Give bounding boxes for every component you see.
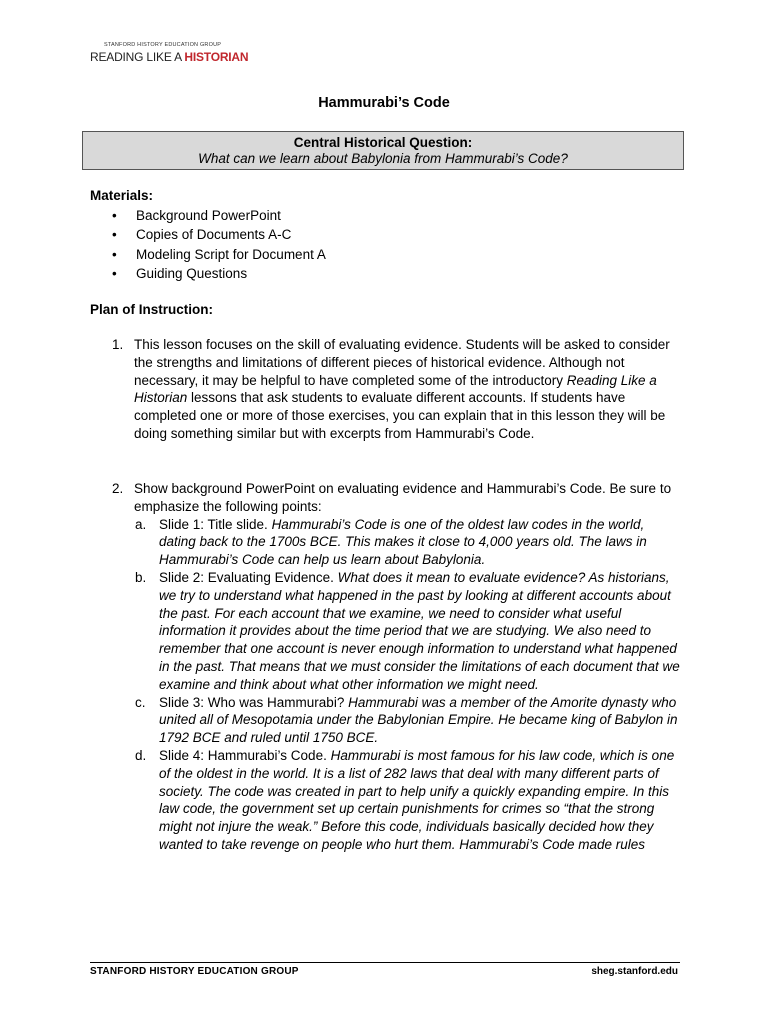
materials-item: • Background PowerPoint	[112, 206, 326, 225]
sub-item-letter: d.	[135, 747, 147, 763]
sub-item	[135, 694, 682, 747]
step-text-part: This lesson focuses on the skill of evaluating evidence. Students will be asked to consider the strengths and limitations of different pieces of historical evidence. Although not necessary, it may be helpful to have completed some of the introductory	[134, 337, 670, 388]
step-text: Show background PowerPoint on evaluating evidence and Hammurabi’s Code. Be sure to emphasize the following points:	[134, 481, 672, 514]
step-number: 2.	[112, 481, 124, 496]
materials-item: • Copies of Documents A-C	[112, 225, 326, 244]
central-question-label: Central Historical Question:	[293, 135, 473, 150]
sub-item-lead: Slide 2: Evaluating Evidence.	[159, 569, 338, 585]
step-number: 1.	[112, 337, 124, 352]
sub-item-italic: Hammurabi’s Code is one of the oldest law codes in the world, dating back to the 1700s BCE. This makes it close to 4,000 years old. The laws in Hammurabi’s Code can help us learn about Babylonia.	[159, 516, 647, 568]
plan-step-1	[112, 336, 682, 443]
sub-item-lead: Slide 1: Title slide.	[159, 516, 272, 532]
step-text	[134, 336, 682, 443]
materials-list	[112, 206, 326, 283]
materials-item: • Modeling Script for Document A	[112, 245, 326, 264]
plan-step-2	[112, 480, 682, 854]
central-question-text: What can we learn about Babylonia from Hammurabi’s Code?	[198, 151, 568, 166]
logo-wordmark-dark: READING LIKE A	[90, 50, 185, 64]
materials-heading: Materials:	[90, 188, 154, 203]
plan-heading: Plan of Instruction:	[90, 302, 213, 317]
sheg-logo	[90, 42, 249, 64]
central-question-box	[82, 131, 684, 170]
footer-url[interactable]: sheg.stanford.edu	[591, 966, 678, 977]
logo-wordmark-red: HISTORIAN	[184, 50, 249, 64]
sub-item	[135, 569, 682, 694]
sub-item-lead: Slide 3: Who was Hammurabi?	[159, 694, 349, 710]
logo-wordmark	[90, 50, 249, 64]
sub-item-letter: c.	[135, 694, 146, 710]
page-title: Hammurabi’s Code	[318, 95, 450, 111]
sub-item-italic: Hammurabi was a member of the Amorite dynasty who united all of Mesopotamia under the Babylonian Empire. He became king of Babylon in 1792 BCE and ruled until 1750 BCE.	[159, 694, 678, 746]
sub-item-italic: What does it mean to evaluate evidence? As historians, we try to understand what happened in the past by looking at different accounts about the past. For each account that we examine, we need to consider what useful information it provides about the time period that we are studying. We also need to remember that one account is never enough information to understand what happened in the past. That means that we must consider the limitations of each document that we examine and think about what other information we might need.	[159, 569, 680, 692]
sub-item-lead: Slide 4: Hammurabi’s Code.	[159, 747, 331, 763]
footer-divider	[90, 962, 680, 963]
footer-org: STANFORD HISTORY EDUCATION GROUP	[90, 966, 299, 977]
sub-item-italic: Hammurabi is most famous for his law code, which is one of the oldest in the world. It is a list of 282 laws that deal with many different parts of society. The code was created in part to help unify a quickly expanding empire. In this law code, the government set up certain punishments for crimes so “that the strong might not injure the weak.” Before this code, individuals basically decided how they wanted to take revenge on people who hurt them. Hammurabi’s Code made rules	[159, 747, 675, 852]
sub-item-letter: b.	[135, 569, 147, 585]
step-text-part: lessons that ask students to evaluate different accounts. If students have completed one or more of those exercises, you can explain that in this lesson they will be doing something similar but with excerpts from Hammurabi’s Code.	[134, 390, 666, 441]
step-text-italic: Reading Like a Historian	[134, 372, 657, 406]
sub-item	[135, 747, 682, 854]
sub-item-letter: a.	[135, 516, 147, 532]
logo-org-text: STANFORD HISTORY EDUCATION GROUP	[104, 42, 222, 48]
materials-item: • Guiding Questions	[112, 264, 326, 283]
sub-item	[135, 516, 682, 569]
